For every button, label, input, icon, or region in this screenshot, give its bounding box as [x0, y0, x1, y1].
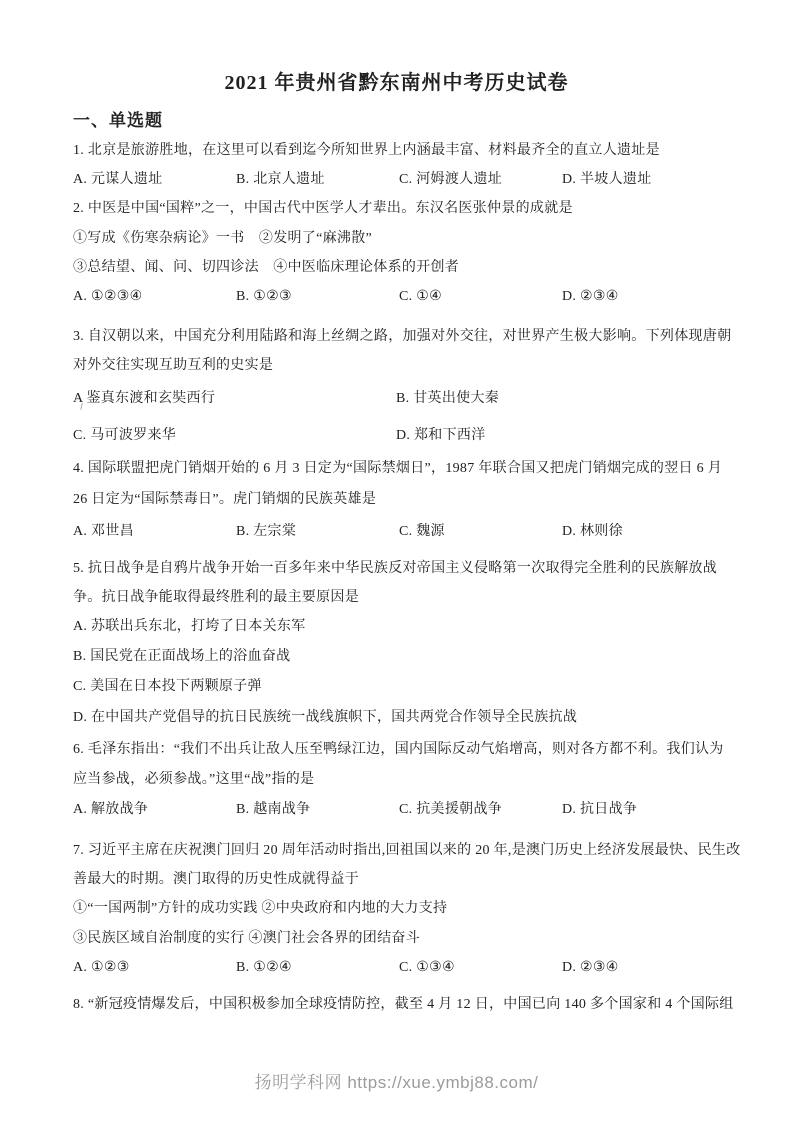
- question-7-text-line-1: 7. 习近平主席在庆祝澳门回归 20 周年活动时指出,回祖国以来的 20 年,是澳门历史上经济发展最快、民生改: [73, 843, 741, 858]
- question-2-option-d: D. ②③④: [562, 289, 619, 304]
- question-1-option-c: C. 河姆渡人遗址: [399, 172, 503, 187]
- page-title: 2021 年贵州省黔东南州中考历史试卷: [224, 72, 569, 94]
- question-5-text-line-2: 争。抗日战争能取得最终胜利的最主要原因是: [73, 590, 359, 605]
- question-7-item-3-4: ③民族区域自治制度的实行 ④澳门社会各界的团结奋斗: [73, 931, 420, 946]
- question-4-option-a: A. 邓世昌: [73, 524, 134, 539]
- question-2-options-row: [73, 288, 753, 305]
- question-4-text-line-1: 4. 国际联盟把虎门销烟开始的 6 月 3 日定为“国际禁烟日”，1987 年联合国又把虎门销烟完成的翌日 6 月: [73, 461, 723, 476]
- question-2-option-a: A. ①②③④: [73, 289, 143, 304]
- question-1-option-b: B. 北京人遗址: [236, 172, 325, 187]
- question-2-item-1-2: ①写成《伤寒杂病论》一书 ②发明了“麻沸散”: [73, 231, 373, 246]
- question-3-text-line-2: 对外交往实现互助互利的史实是: [73, 358, 274, 373]
- question-7-option-c: C. ①③④: [399, 960, 455, 975]
- question-2-item-3-4: ③总结望、闻、问、切四诊法 ④中医临床理论体系的开创者: [73, 260, 460, 275]
- question-1-text: 1. 北京是旅游胜地，在这里可以看到迄今所知世界上内涵最丰富、材料最齐全的直立人遗址是: [73, 143, 660, 158]
- question-3-options-row-cd: [73, 427, 753, 444]
- question-3-option-c: C. 马可波罗来华: [73, 428, 177, 443]
- question-1-option-a: A. 元谋人遗址: [73, 172, 163, 187]
- question-2-text: 2. 中医是中国“国粹”之一，中国古代中医学人才辈出。东汉名医张仲景的成就是: [73, 201, 573, 216]
- section-heading: 一、单选题: [73, 111, 163, 130]
- question-1-options-row: [73, 171, 753, 188]
- question-7-options-row: [73, 959, 753, 976]
- scan-artifact-mark: [80, 403, 85, 411]
- question-6-options-row: [73, 801, 753, 818]
- question-3-option-d: D. 郑和下西洋: [396, 428, 486, 443]
- question-6-text-line-1: 6. 毛泽东指出：“我们不出兵让敌人压至鸭绿江边，国内国际反动气焰增高，则对各方都不利。我们认为: [73, 742, 724, 757]
- footer-watermark: 扬明学科网 https://xue.ymbj88.com/: [254, 1073, 539, 1092]
- question-6-text-line-2: 应当参战，必须参战。”这里“战”指的是: [73, 772, 315, 787]
- question-6-option-a: A. 解放战争: [73, 802, 149, 817]
- question-6-option-d: D. 抗日战争: [562, 802, 638, 817]
- question-3-text-line-1: 3. 自汉朝以来，中国充分利用陆路和海上丝绸之路，加强对外交往，对世界产生极大影响。下列体现唐朝: [73, 329, 732, 344]
- question-3-option-a: A 鉴真东渡和玄奘西行: [73, 391, 216, 406]
- question-4-option-d: D. 林则徐: [562, 524, 623, 539]
- question-4-option-b: B. 左宗棠: [236, 524, 297, 539]
- question-7-option-d: D. ②③④: [562, 960, 619, 975]
- question-5-option-c: C. 美国在日本投下两颗原子弹: [73, 679, 262, 694]
- question-4-text-line-2: 26 日定为“国际禁毒日”。虎门销烟的民族英雄是: [73, 492, 377, 507]
- question-8-text-line-1: 8. “新冠疫情爆发后，中国积极参加全球疫情防控，截至 4 月 12 日，中国已向 140 多个国家和 4 个国际组: [73, 997, 734, 1012]
- question-2-option-c: C. ①④: [399, 289, 442, 304]
- question-6-option-b: B. 越南战争: [236, 802, 311, 817]
- question-6-option-c: C. 抗美援朝战争: [399, 802, 503, 817]
- question-4-options-row: [73, 523, 753, 540]
- question-4-option-c: C. 魏源: [399, 524, 445, 539]
- question-5-text-line-1: 5. 抗日战争是自鸦片战争开始一百多年来中华民族反对帝国主义侵略第一次取得完全胜利的民族解放战: [73, 561, 718, 576]
- question-7-item-1-2: ①“一国两制”方针的成功实践 ②中央政府和内地的大力支持: [73, 901, 448, 916]
- question-2-option-b: B. ①②③: [236, 289, 292, 304]
- question-5-option-a: A. 苏联出兵东北，打垮了日本关东军: [73, 619, 306, 634]
- question-7-option-b: B. ①②④: [236, 960, 292, 975]
- question-5-option-b: B. 国民党在正面战场上的浴血奋战: [73, 649, 291, 664]
- question-7-text-line-2: 善最大的时期。澳门取得的历史性成就得益于: [73, 872, 359, 887]
- question-7-option-a: A. ①②③: [73, 960, 130, 975]
- question-3-options-row-ab: [73, 390, 753, 407]
- question-3-option-b: B. 甘英出使大秦: [396, 391, 500, 406]
- question-5-option-d: D. 在中国共产党倡导的抗日民族统一战线旗帜下，国共两党合作领导全民族抗战: [73, 710, 578, 725]
- question-1-option-d: D. 半坡人遗址: [562, 172, 652, 187]
